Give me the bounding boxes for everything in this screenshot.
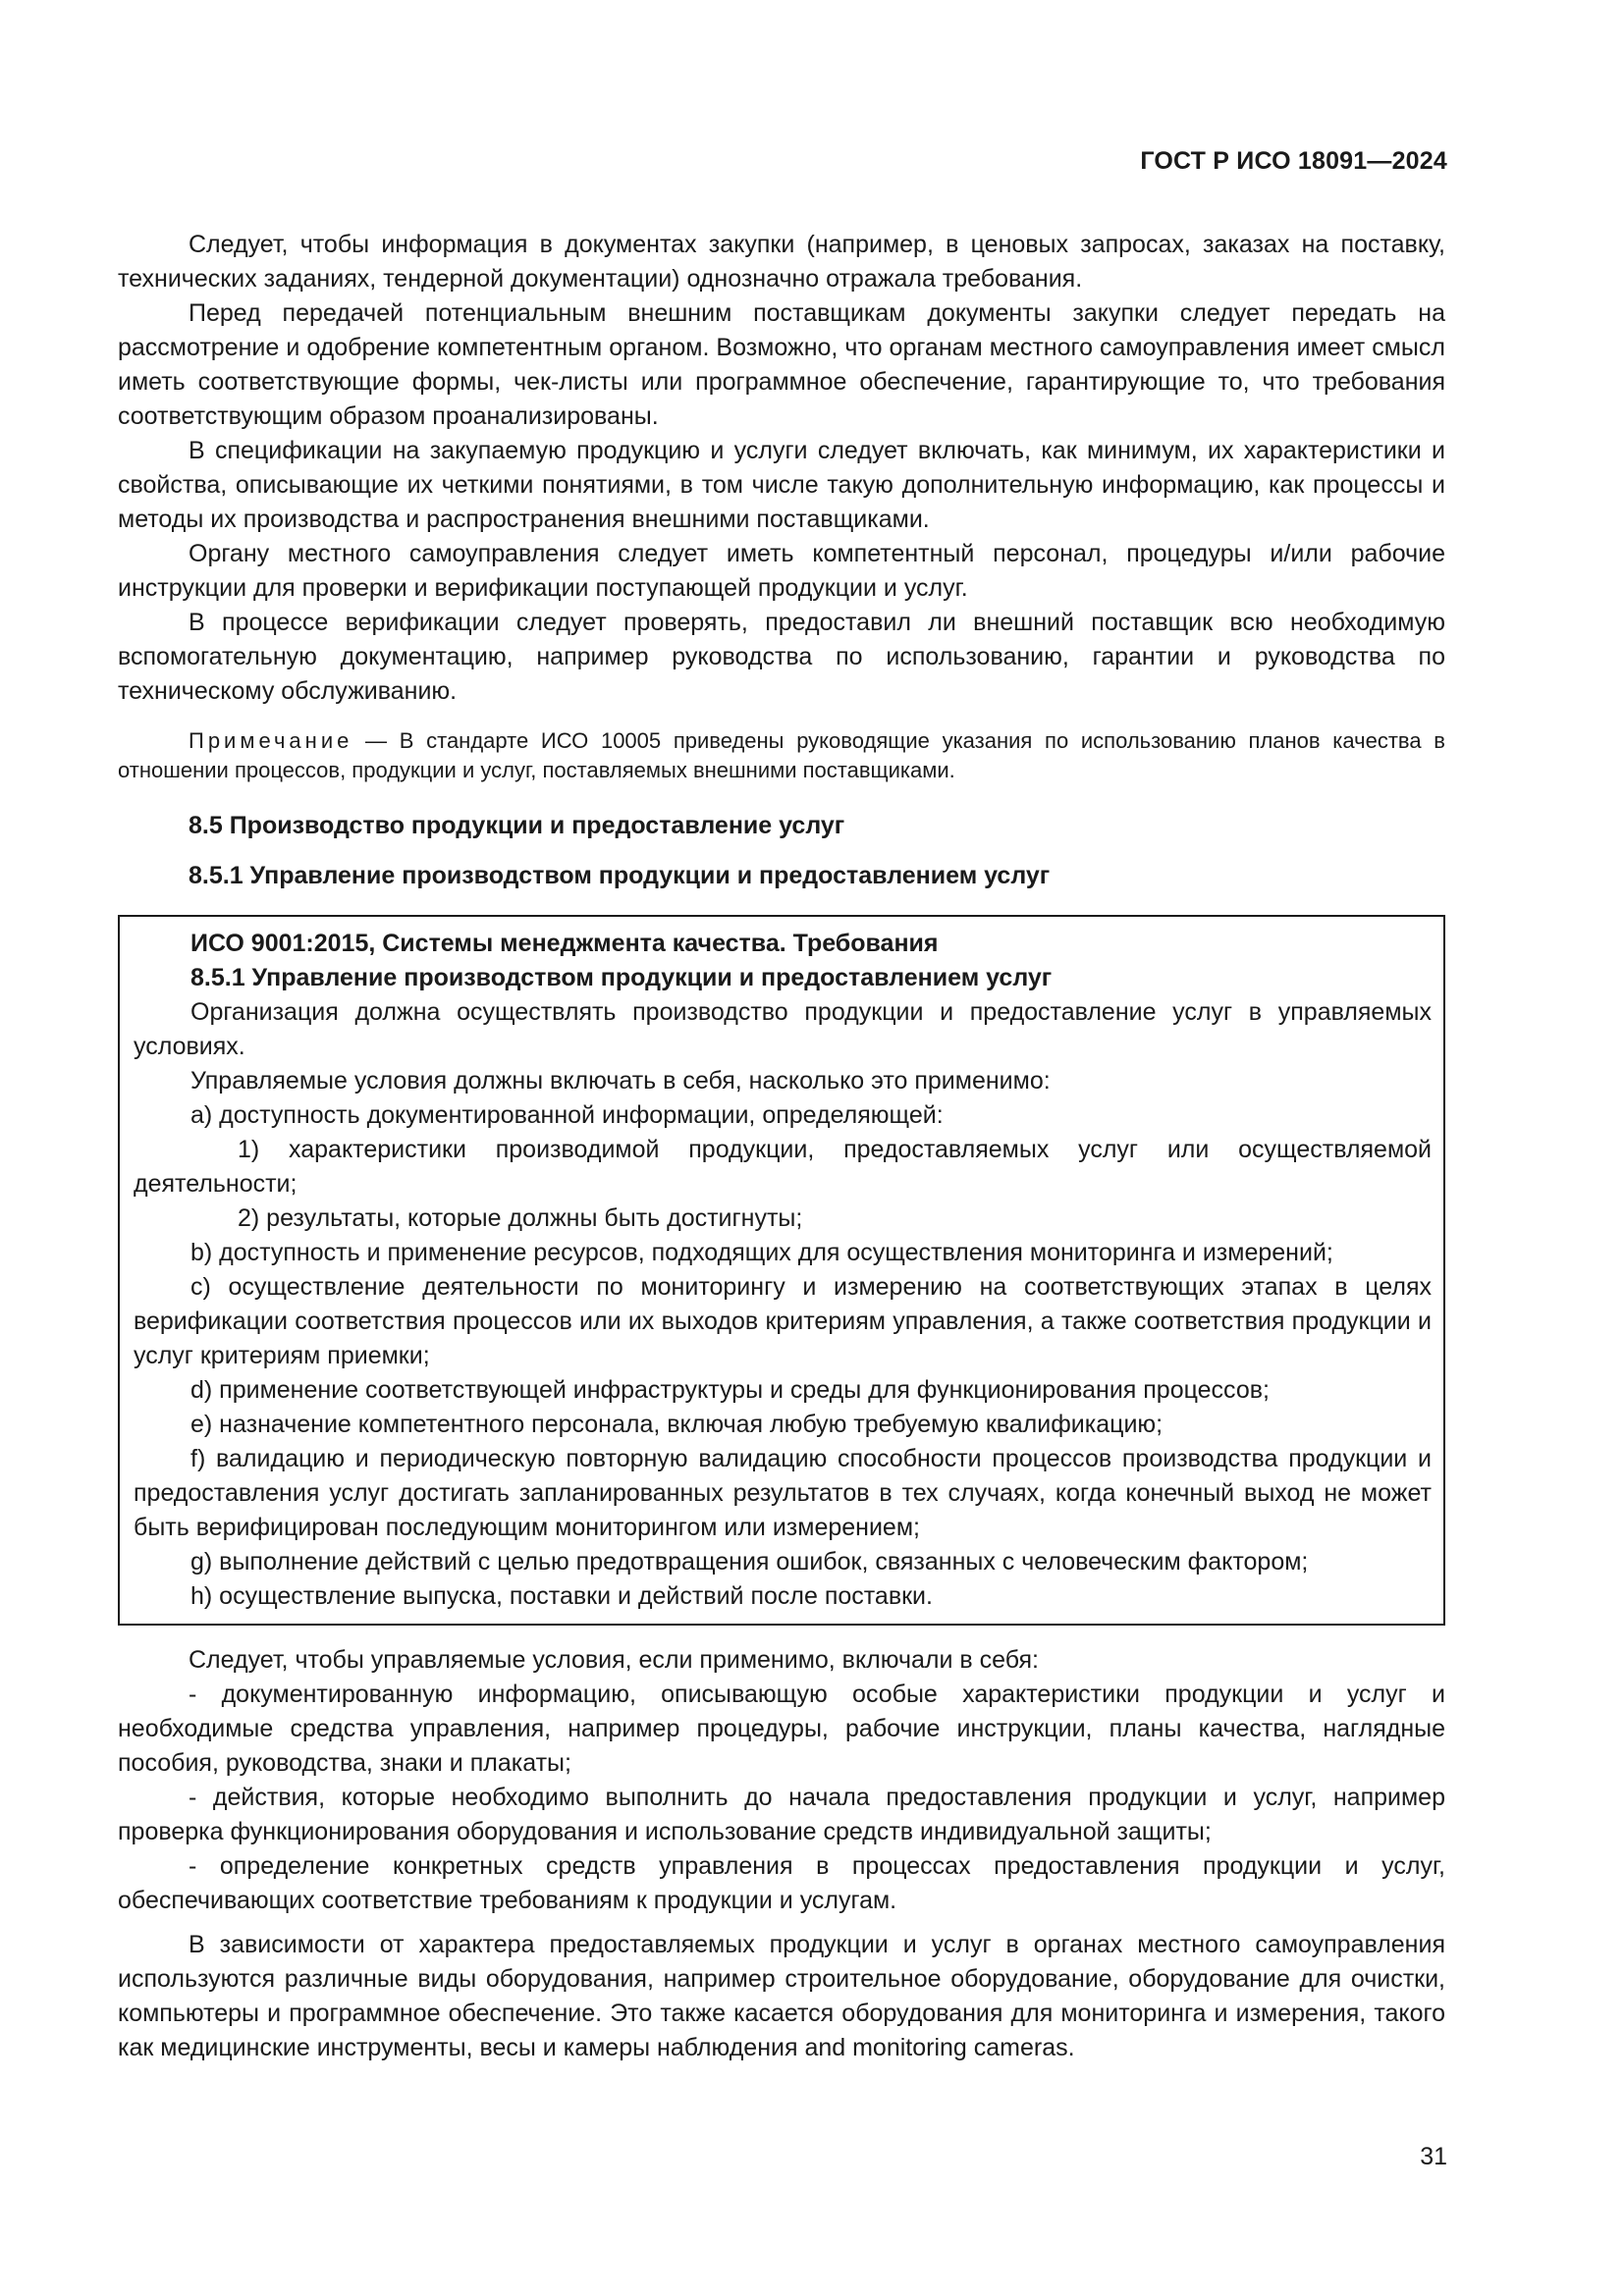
iso-box-item-a-2: 2) результаты, которые должны быть достигнуты;: [238, 1204, 803, 1232]
paragraph-verification: В процессе верификации следует проверять, предоставил ли внешний поставщик всю необходимую вспомогательную документацию, например руководства по использованию, гарантии и руководства по техническому обслуживанию.: [118, 609, 1445, 705]
section-heading-8-5-1: 8.5.1 Управление производством продукции и предоставлением услуг: [189, 862, 1051, 889]
paragraph-specification: В спецификации на закупаемую продукцию и услуги следует включать, как минимум, их характеристики и свойства, описывающие их четкими понятиями, в том числе такую дополнительную информацию, как процессы и методы их производства и распространения внешними поставщиками.: [118, 437, 1445, 533]
iso-box-item-a-1: 1) характеристики производимой продукции, предоставляемых услуг или осуществляемой деятельности;: [134, 1136, 1432, 1198]
paragraph-approval: Перед передачей потенциальным внешним поставщикам документы закупки следует передать на рассмотрение и одобрение компетентным органом. Возможно, что органам местного самоуправления имеет смысл иметь соответствующие формы, чек-листы или программное обеспечение, гарантирующие то, что требования соответствующим образом проанализированы.: [118, 299, 1445, 430]
iso-box-subtitle: 8.5.1 Управление производством продукции и предоставлением услуг: [190, 964, 1053, 991]
note-text: — В стандарте ИСО 10005 приведены руководящие указания по использованию планов качества в отношении процессов, продукции и услуг, поставляемых внешними поставщиками.: [118, 728, 1445, 782]
paragraph-controlled-conditions: Следует, чтобы управляемые условия, если применимо, включали в себя:: [189, 1646, 1040, 1674]
list-item: - документированную информацию, описывающую особые характеристики продукции и услуг и необходимые средства управления, например процедуры, рабочие инструкции, планы качества, наглядные пособия, руководства, знаки и плакаты;: [118, 1681, 1445, 1777]
iso-box-item-c: c) осуществление деятельности по мониторингу и измерению на соответствующих этапах в целях верификации соответствия процессов или их выходов критериям управления, а также соответствия продукции и услуг критериям приемки;: [134, 1273, 1432, 1369]
iso-box-title: ИСО 9001:2015, Системы менеджмента качества. Требования: [190, 930, 939, 957]
iso-box-item-f: f) валидацию и периодическую повторную валидацию способности процессов производства продукции и предоставления услуг достигать запланированных результатов в тех случаях, когда конечный выход не может быть верифицирован последующим мониторингом или измерением;: [134, 1445, 1432, 1541]
page-content: [118, 228, 1445, 2065]
list-item: - действия, которые необходимо выполнить до начала предоставления продукции и услуг, например проверка функционирования оборудования и использование средств индивидуальной защиты;: [118, 1784, 1445, 1845]
document-header: ГОСТ Р ИСО 18091—2024: [1140, 147, 1447, 175]
note: [118, 726, 1445, 785]
page-number: 31: [1420, 2143, 1447, 2170]
iso-box-item-b: b) доступность и применение ресурсов, подходящих для осуществления мониторинга и измерений;: [190, 1239, 1333, 1266]
iso-box-item-g: g) выполнение действий с целью предотвращения ошибок, связанных с человеческим фактором;: [190, 1548, 1309, 1575]
iso-box-item-d: d) применение соответствующей инфраструктуры и среды для функционирования процессов;: [190, 1376, 1270, 1404]
iso-box-item-h: h) осуществление выпуска, поставки и действий после поставки.: [190, 1582, 933, 1610]
iso-quote-box: [118, 915, 1445, 1626]
iso-box-item-a: a) доступность документированной информации, определяющей:: [190, 1101, 944, 1129]
paragraph-equipment: В зависимости от характера предоставляемых продукции и услуг в органах местного самоуправления используются различные виды оборудования, например строительное оборудование, оборудование для очистки, компьютеры и программное обеспечение. Это также касается оборудования для мониторинга и измерения, такого как медицинские инструменты, весы и камеры наблюдения and monitoring cameras.: [118, 1931, 1445, 2061]
paragraph-procurement-docs: Следует, чтобы информация в документах закупки (например, в ценовых запросах, заказах на поставку, технических заданиях, тендерной документации) однозначно отражала требования.: [118, 231, 1445, 293]
iso-box-paragraph: Управляемые условия должны включать в себя, насколько это применимо:: [190, 1067, 1051, 1095]
section-heading-8-5: 8.5 Производство продукции и предоставление услуг: [189, 812, 845, 839]
iso-box-item-e: e) назначение компетентного персонала, включая любую требуемую квалификацию;: [190, 1411, 1164, 1438]
paragraph-personnel: Органу местного самоуправления следует иметь компетентный персонал, процедуры и/или рабочие инструкции для проверки и верификации поступающей продукции и услуг.: [118, 540, 1445, 602]
list-item: - определение конкретных средств управления в процессах предоставления продукции и услуг, обеспечивающих соответствие требованиям к продукции и услугам.: [118, 1852, 1445, 1914]
note-label: Примечание: [189, 728, 353, 753]
iso-box-paragraph: Организация должна осуществлять производство продукции и предоставление услуг в управляемых условиях.: [134, 998, 1432, 1060]
